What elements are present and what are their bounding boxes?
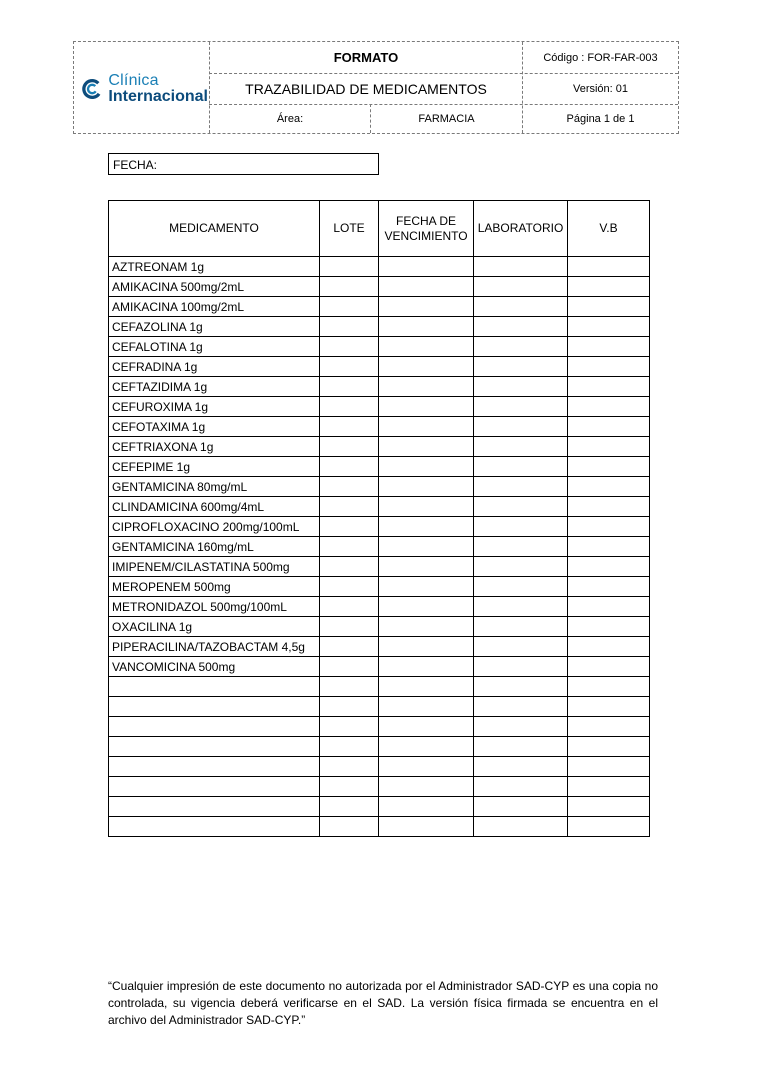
area-value: FARMACIA: [418, 113, 475, 125]
vb-cell[interactable]: [568, 497, 650, 517]
table-row: [109, 597, 650, 617]
vencimiento-cell[interactable]: [379, 477, 474, 497]
medicamento-cell: CLINDAMICINA 600mg/4mL: [109, 497, 320, 517]
medicamento-cell: CIPROFLOXACINO 200mg/100mL: [109, 517, 320, 537]
medicamento-cell: AMIKACINA 100mg/2mL: [109, 297, 320, 317]
medication-table: [108, 200, 650, 837]
vencimiento-cell[interactable]: [379, 637, 474, 657]
medicamento-cell: GENTAMICINA 160mg/mL: [109, 537, 320, 557]
table-row: [109, 517, 650, 537]
table-row: [109, 777, 650, 797]
vb-cell[interactable]: [568, 717, 650, 737]
lote-cell[interactable]: [320, 497, 379, 517]
document-title: TRAZABILIDAD DE MEDICAMENTOS: [245, 81, 487, 97]
vencimiento-cell[interactable]: [379, 377, 474, 397]
vencimiento-cell[interactable]: [379, 757, 474, 777]
medicamento-cell: GENTAMICINA 80mg/mL: [109, 477, 320, 497]
vencimiento-cell[interactable]: [379, 497, 474, 517]
vencimiento-cell[interactable]: [379, 737, 474, 757]
document-version: Versión: 01: [572, 83, 629, 95]
medicamento-cell: [109, 797, 320, 817]
laboratorio-cell[interactable]: [474, 277, 568, 297]
medicamento-cell: CEFTRIAXONA 1g: [109, 437, 320, 457]
table-row: [109, 397, 650, 417]
lote-cell[interactable]: [320, 757, 379, 777]
table-row: [109, 437, 650, 457]
medicamento-cell: METRONIDAZOL 500mg/100mL: [109, 597, 320, 617]
vb-cell[interactable]: [568, 517, 650, 537]
table-row: [109, 717, 650, 737]
vencimiento-cell[interactable]: [379, 277, 474, 297]
laboratorio-cell[interactable]: [474, 557, 568, 577]
table-row: [109, 277, 650, 297]
table-row: [109, 637, 650, 657]
vencimiento-cell[interactable]: [379, 297, 474, 317]
lote-cell[interactable]: [320, 417, 379, 437]
table-row: [109, 577, 650, 597]
lote-cell[interactable]: [320, 617, 379, 637]
medicamento-cell: AMIKACINA 500mg/2mL: [109, 277, 320, 297]
vb-cell[interactable]: [568, 357, 650, 377]
vb-cell[interactable]: [568, 477, 650, 497]
disclaimer-text: “Cualquier impresión de este documento no autorizada por el Administrador SAD-CYP es una copia no controlada, su vigencia deberá verificarse en el SAD. La versión física firmada se encuentra en el archivo del Administrador SAD-CYP.”: [108, 979, 658, 1027]
table-row: [109, 817, 650, 837]
laboratorio-cell[interactable]: [474, 777, 568, 797]
medicamento-cell: MEROPENEM 500mg: [109, 577, 320, 597]
table-row: [109, 537, 650, 557]
medicamento-cell: PIPERACILINA/TAZOBACTAM 4,5g: [109, 637, 320, 657]
lote-cell[interactable]: [320, 277, 379, 297]
medicamento-cell: CEFTAZIDIMA 1g: [109, 377, 320, 397]
lote-cell[interactable]: [320, 477, 379, 497]
vb-cell[interactable]: [568, 397, 650, 417]
medicamento-cell: CEFRADINA 1g: [109, 357, 320, 377]
vencimiento-cell[interactable]: [379, 577, 474, 597]
lote-cell[interactable]: [320, 557, 379, 577]
laboratorio-cell[interactable]: [474, 717, 568, 737]
medicamento-cell: AZTREONAM 1g: [109, 257, 320, 277]
vb-cell[interactable]: [568, 657, 650, 677]
table-row: [109, 737, 650, 757]
lote-cell[interactable]: [320, 397, 379, 417]
lote-cell[interactable]: [320, 677, 379, 697]
medicamento-cell: CEFAZOLINA 1g: [109, 317, 320, 337]
laboratorio-cell[interactable]: [474, 677, 568, 697]
table-row: [109, 317, 650, 337]
laboratorio-cell[interactable]: [474, 517, 568, 537]
vb-cell[interactable]: [568, 277, 650, 297]
column-header-vb: V.B: [568, 201, 650, 257]
laboratorio-cell[interactable]: [474, 537, 568, 557]
laboratorio-cell[interactable]: [474, 737, 568, 757]
table-row: [109, 417, 650, 437]
medicamento-cell: CEFALOTINA 1g: [109, 337, 320, 357]
document-code: Código : FOR-FAR-003: [543, 51, 658, 64]
lote-cell[interactable]: [320, 337, 379, 357]
laboratorio-cell[interactable]: [474, 297, 568, 317]
vb-cell[interactable]: [568, 337, 650, 357]
vencimiento-cell[interactable]: [379, 657, 474, 677]
page-number: Página 1 de 1: [566, 113, 635, 125]
vb-cell[interactable]: [568, 537, 650, 557]
laboratorio-cell[interactable]: [474, 757, 568, 777]
lote-cell[interactable]: [320, 637, 379, 657]
laboratorio-cell[interactable]: [474, 437, 568, 457]
vencimiento-cell[interactable]: [379, 597, 474, 617]
laboratorio-cell[interactable]: [474, 377, 568, 397]
table-row: [109, 677, 650, 697]
vencimiento-cell[interactable]: [379, 457, 474, 477]
vb-cell[interactable]: [568, 297, 650, 317]
vb-cell[interactable]: [568, 437, 650, 457]
vb-cell[interactable]: [568, 597, 650, 617]
lote-cell[interactable]: [320, 517, 379, 537]
lote-cell[interactable]: [320, 797, 379, 817]
vb-cell[interactable]: [568, 557, 650, 577]
medicamento-cell: [109, 737, 320, 757]
column-header-fecha-vencimiento: FECHA DE VENCIMIENTO: [379, 201, 474, 257]
table-row: [109, 337, 650, 357]
vb-cell[interactable]: [568, 617, 650, 637]
column-header-lote: LOTE: [320, 201, 379, 257]
date-field[interactable]: [108, 153, 379, 175]
medicamento-cell: [109, 677, 320, 697]
medicamento-cell: VANCOMICINA 500mg: [109, 657, 320, 677]
lote-cell[interactable]: [320, 657, 379, 677]
laboratorio-cell[interactable]: [474, 457, 568, 477]
vencimiento-cell[interactable]: [379, 317, 474, 337]
laboratorio-cell[interactable]: [474, 477, 568, 497]
lote-cell[interactable]: [320, 817, 379, 837]
logo-line1: Clínica: [108, 72, 159, 89]
medicamento-cell: CEFOTAXIMA 1g: [109, 417, 320, 437]
laboratorio-cell[interactable]: [474, 317, 568, 337]
vencimiento-cell[interactable]: [379, 437, 474, 457]
table-row: [109, 257, 650, 277]
vencimiento-cell[interactable]: [379, 257, 474, 277]
laboratorio-cell[interactable]: [474, 657, 568, 677]
logo-line2: Internacional: [108, 88, 208, 105]
table-row: [109, 617, 650, 637]
vb-cell[interactable]: [568, 737, 650, 757]
lote-cell[interactable]: [320, 437, 379, 457]
lote-cell[interactable]: [320, 457, 379, 477]
medicamento-cell: IMIPENEM/CILASTATINA 500mg: [109, 557, 320, 577]
table-row: [109, 657, 650, 677]
laboratorio-cell[interactable]: [474, 397, 568, 417]
lote-cell[interactable]: [320, 357, 379, 377]
medicamento-cell: [109, 697, 320, 717]
medicamento-cell: CEFUROXIMA 1g: [109, 397, 320, 417]
vb-cell[interactable]: [568, 817, 650, 837]
vb-cell[interactable]: [568, 377, 650, 397]
medicamento-cell: CEFEPIME 1g: [109, 457, 320, 477]
vb-cell[interactable]: [568, 757, 650, 777]
vencimiento-cell[interactable]: [379, 517, 474, 537]
lote-cell[interactable]: [320, 577, 379, 597]
table-row: [109, 697, 650, 717]
table-row: [109, 297, 650, 317]
vb-cell[interactable]: [568, 797, 650, 817]
vencimiento-cell[interactable]: [379, 537, 474, 557]
laboratorio-cell[interactable]: [474, 697, 568, 717]
column-header-laboratorio: LABORATORIO: [474, 201, 568, 257]
lote-cell[interactable]: [320, 697, 379, 717]
table-row: [109, 457, 650, 477]
vb-cell[interactable]: [568, 777, 650, 797]
vb-cell[interactable]: [568, 637, 650, 657]
table-row: [109, 797, 650, 817]
laboratorio-cell[interactable]: [474, 617, 568, 637]
laboratorio-cell[interactable]: [474, 577, 568, 597]
laboratorio-cell[interactable]: [474, 637, 568, 657]
document-header: [73, 41, 679, 134]
lote-cell[interactable]: [320, 257, 379, 277]
medicamento-cell: [109, 777, 320, 797]
vb-cell[interactable]: [568, 677, 650, 697]
vencimiento-cell[interactable]: [379, 677, 474, 697]
clinic-logo: [82, 72, 208, 106]
logo-c-icon: [82, 78, 102, 100]
medicamento-cell: OXACILINA 1g: [109, 617, 320, 637]
vb-cell[interactable]: [568, 577, 650, 597]
format-label: FORMATO: [333, 50, 399, 65]
lote-cell[interactable]: [320, 297, 379, 317]
laboratorio-cell[interactable]: [474, 337, 568, 357]
vencimiento-cell[interactable]: [379, 717, 474, 737]
vencimiento-cell[interactable]: [379, 817, 474, 837]
medicamento-cell: [109, 717, 320, 737]
vencimiento-cell[interactable]: [379, 417, 474, 437]
lote-cell[interactable]: [320, 317, 379, 337]
laboratorio-cell[interactable]: [474, 817, 568, 837]
laboratorio-cell[interactable]: [474, 257, 568, 277]
vencimiento-cell[interactable]: [379, 557, 474, 577]
lote-cell[interactable]: [320, 717, 379, 737]
laboratorio-cell[interactable]: [474, 497, 568, 517]
laboratorio-cell[interactable]: [474, 357, 568, 377]
vb-cell[interactable]: [568, 417, 650, 437]
laboratorio-cell[interactable]: [474, 417, 568, 437]
table-row: [109, 557, 650, 577]
date-label: FECHA:: [113, 158, 158, 172]
vencimiento-cell[interactable]: [379, 397, 474, 417]
lote-cell[interactable]: [320, 377, 379, 397]
vb-cell[interactable]: [568, 697, 650, 717]
table-body: [109, 257, 650, 837]
vencimiento-cell[interactable]: [379, 617, 474, 637]
vencimiento-cell[interactable]: [379, 777, 474, 797]
laboratorio-cell[interactable]: [474, 797, 568, 817]
vencimiento-cell[interactable]: [379, 357, 474, 377]
lote-cell[interactable]: [320, 777, 379, 797]
laboratorio-cell[interactable]: [474, 597, 568, 617]
vencimiento-cell[interactable]: [379, 697, 474, 717]
table-row: [109, 757, 650, 777]
table-row: [109, 357, 650, 377]
table-header-row: [109, 201, 650, 257]
lote-cell[interactable]: [320, 737, 379, 757]
area-label: Área:: [276, 113, 304, 125]
vb-cell[interactable]: [568, 317, 650, 337]
vb-cell[interactable]: [568, 257, 650, 277]
table-row: [109, 377, 650, 397]
column-header-medicamento: MEDICAMENTO: [109, 201, 320, 257]
lote-cell[interactable]: [320, 597, 379, 617]
vb-cell[interactable]: [568, 457, 650, 477]
table-row: [109, 497, 650, 517]
lote-cell[interactable]: [320, 537, 379, 557]
vencimiento-cell[interactable]: [379, 337, 474, 357]
medicamento-cell: [109, 817, 320, 837]
vencimiento-cell[interactable]: [379, 797, 474, 817]
table-row: [109, 477, 650, 497]
medicamento-cell: [109, 757, 320, 777]
